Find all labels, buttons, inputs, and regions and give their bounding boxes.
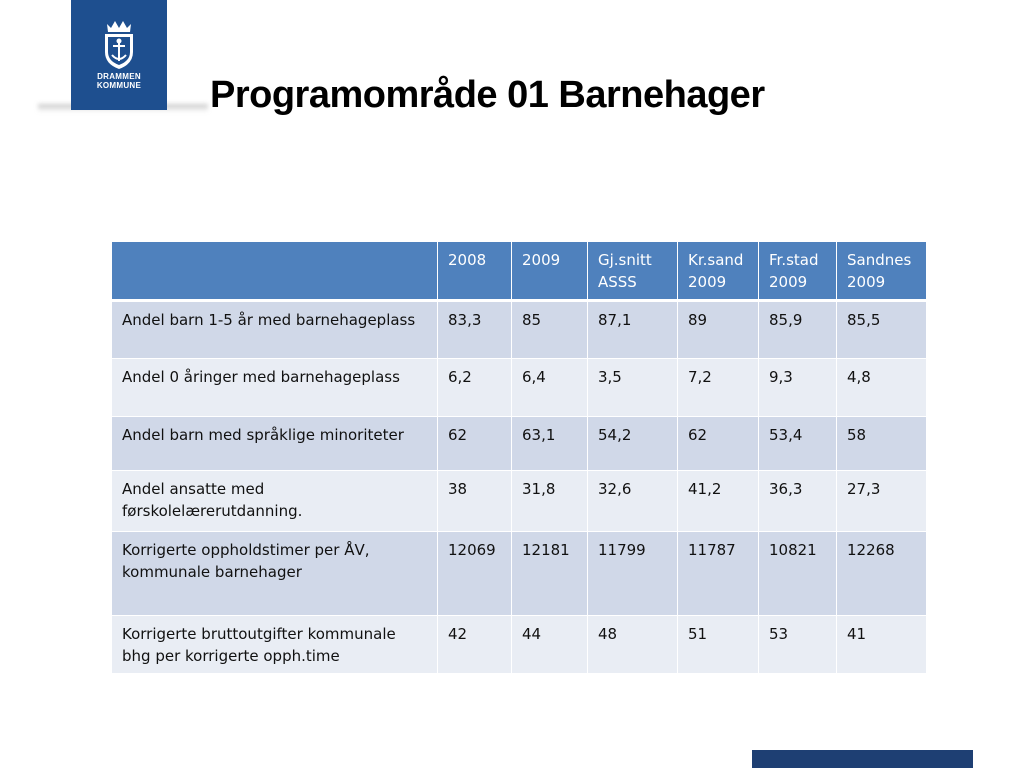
row-label: Andel barn 1-5 år med barnehageplass bbox=[112, 301, 438, 359]
logo-text bbox=[71, 72, 167, 90]
table-row bbox=[112, 301, 927, 359]
cell-value: 62 bbox=[678, 417, 759, 471]
drammen-kommune-logo bbox=[71, 0, 167, 110]
cell-value: 6,2 bbox=[438, 359, 512, 417]
cell-value: 54,2 bbox=[588, 417, 678, 471]
cell-value: 32,6 bbox=[588, 471, 678, 532]
table-row bbox=[112, 417, 927, 471]
table-header-row bbox=[112, 242, 927, 301]
cell-value: 51 bbox=[678, 616, 759, 674]
cell-value: 62 bbox=[438, 417, 512, 471]
cell-value: 85 bbox=[512, 301, 588, 359]
cell-value: 12069 bbox=[438, 532, 512, 616]
cell-value: 85,9 bbox=[759, 301, 837, 359]
page-title: Programområde 01 Barnehager bbox=[210, 74, 765, 116]
header-cell-empty bbox=[112, 242, 438, 301]
cell-value: 38 bbox=[438, 471, 512, 532]
cell-value: 58 bbox=[837, 417, 927, 471]
table-row bbox=[112, 359, 927, 417]
cell-value: 3,5 bbox=[588, 359, 678, 417]
row-label: Andel barn med språklige minoriteter bbox=[112, 417, 438, 471]
cell-value: 42 bbox=[438, 616, 512, 674]
cell-value: 87,1 bbox=[588, 301, 678, 359]
cell-value: 41,2 bbox=[678, 471, 759, 532]
cell-value: 11799 bbox=[588, 532, 678, 616]
cell-value: 41 bbox=[837, 616, 927, 674]
cell-value: 63,1 bbox=[512, 417, 588, 471]
row-label: Andel ansatte med førskolelærerutdanning. bbox=[112, 471, 438, 532]
logo-line-2: KOMMUNE bbox=[96, 81, 142, 90]
cell-value: 53,4 bbox=[759, 417, 837, 471]
cell-value: 48 bbox=[588, 616, 678, 674]
table-row bbox=[112, 532, 927, 616]
cell-value: 11787 bbox=[678, 532, 759, 616]
cell-value: 83,3 bbox=[438, 301, 512, 359]
cell-value: 12268 bbox=[837, 532, 927, 616]
cell-value: 53 bbox=[759, 616, 837, 674]
cell-value: 36,3 bbox=[759, 471, 837, 532]
cell-value: 4,8 bbox=[837, 359, 927, 417]
cell-value: 12181 bbox=[512, 532, 588, 616]
data-table bbox=[111, 241, 927, 674]
cell-value: 7,2 bbox=[678, 359, 759, 417]
row-label: Korrigerte bruttoutgifter kommunale bhg per korrigerte opph.time bbox=[112, 616, 438, 674]
cell-value: 10821 bbox=[759, 532, 837, 616]
header-cell-asss: Gj.snitt ASSS bbox=[588, 242, 678, 301]
header-cell-2008: 2008 bbox=[438, 242, 512, 301]
cell-value: 44 bbox=[512, 616, 588, 674]
row-label: Korrigerte oppholdstimer per ÅV, kommunale barnehager bbox=[112, 532, 438, 616]
header-cell-krsand: Kr.sand 2009 bbox=[678, 242, 759, 301]
header-cell-sandnes: Sandnes 2009 bbox=[837, 242, 927, 301]
header-cell-frstad: Fr.stad 2009 bbox=[759, 242, 837, 301]
cell-value: 31,8 bbox=[512, 471, 588, 532]
cell-value: 85,5 bbox=[837, 301, 927, 359]
coat-of-arms-icon bbox=[97, 18, 141, 70]
table-row bbox=[112, 471, 927, 532]
row-label: Andel 0 åringer med barnehageplass bbox=[112, 359, 438, 417]
header-cell-2009: 2009 bbox=[512, 242, 588, 301]
footer-accent-bar bbox=[752, 750, 973, 768]
cell-value: 27,3 bbox=[837, 471, 927, 532]
cell-value: 89 bbox=[678, 301, 759, 359]
cell-value: 6,4 bbox=[512, 359, 588, 417]
table-row bbox=[112, 616, 927, 674]
logo-line-1: DRAMMEN bbox=[97, 72, 141, 81]
cell-value: 9,3 bbox=[759, 359, 837, 417]
